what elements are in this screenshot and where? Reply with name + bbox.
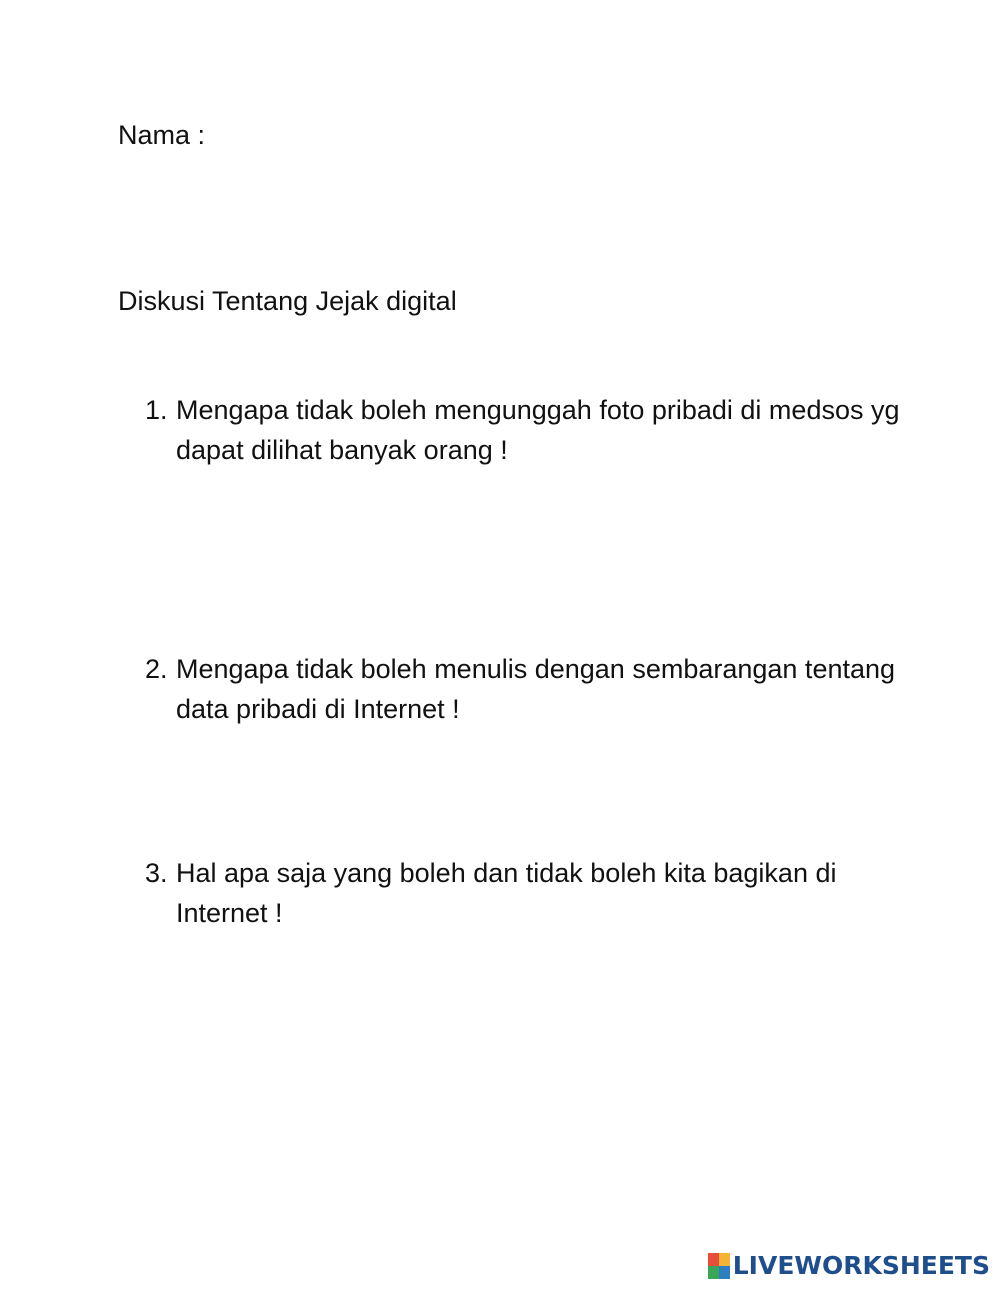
question-number: 2. (145, 654, 168, 684)
name-label: Nama : (118, 120, 206, 150)
question-text: Hal apa saja yang boleh dan tidak boleh kita bagikan di Internet ! (176, 858, 837, 928)
question-1 (145, 390, 905, 470)
question-3 (145, 853, 905, 933)
question-2 (145, 649, 905, 729)
brand-name: LIVEWORKSHEETS (732, 1251, 990, 1280)
question-text: Mengapa tidak boleh menulis dengan sembarangan tentang data pribadi di Internet ! (176, 654, 896, 724)
question-number: 1. (145, 395, 168, 425)
liveworksheets-logo-icon (708, 1253, 730, 1279)
worksheet-title: Diskusi Tentang Jejak digital (118, 286, 457, 316)
question-number: 3. (145, 858, 168, 888)
liveworksheets-brand (708, 1251, 990, 1281)
question-text: Mengapa tidak boleh mengunggah foto pribadi di medsos yg dapat dilihat banyak orang ! (176, 395, 900, 465)
